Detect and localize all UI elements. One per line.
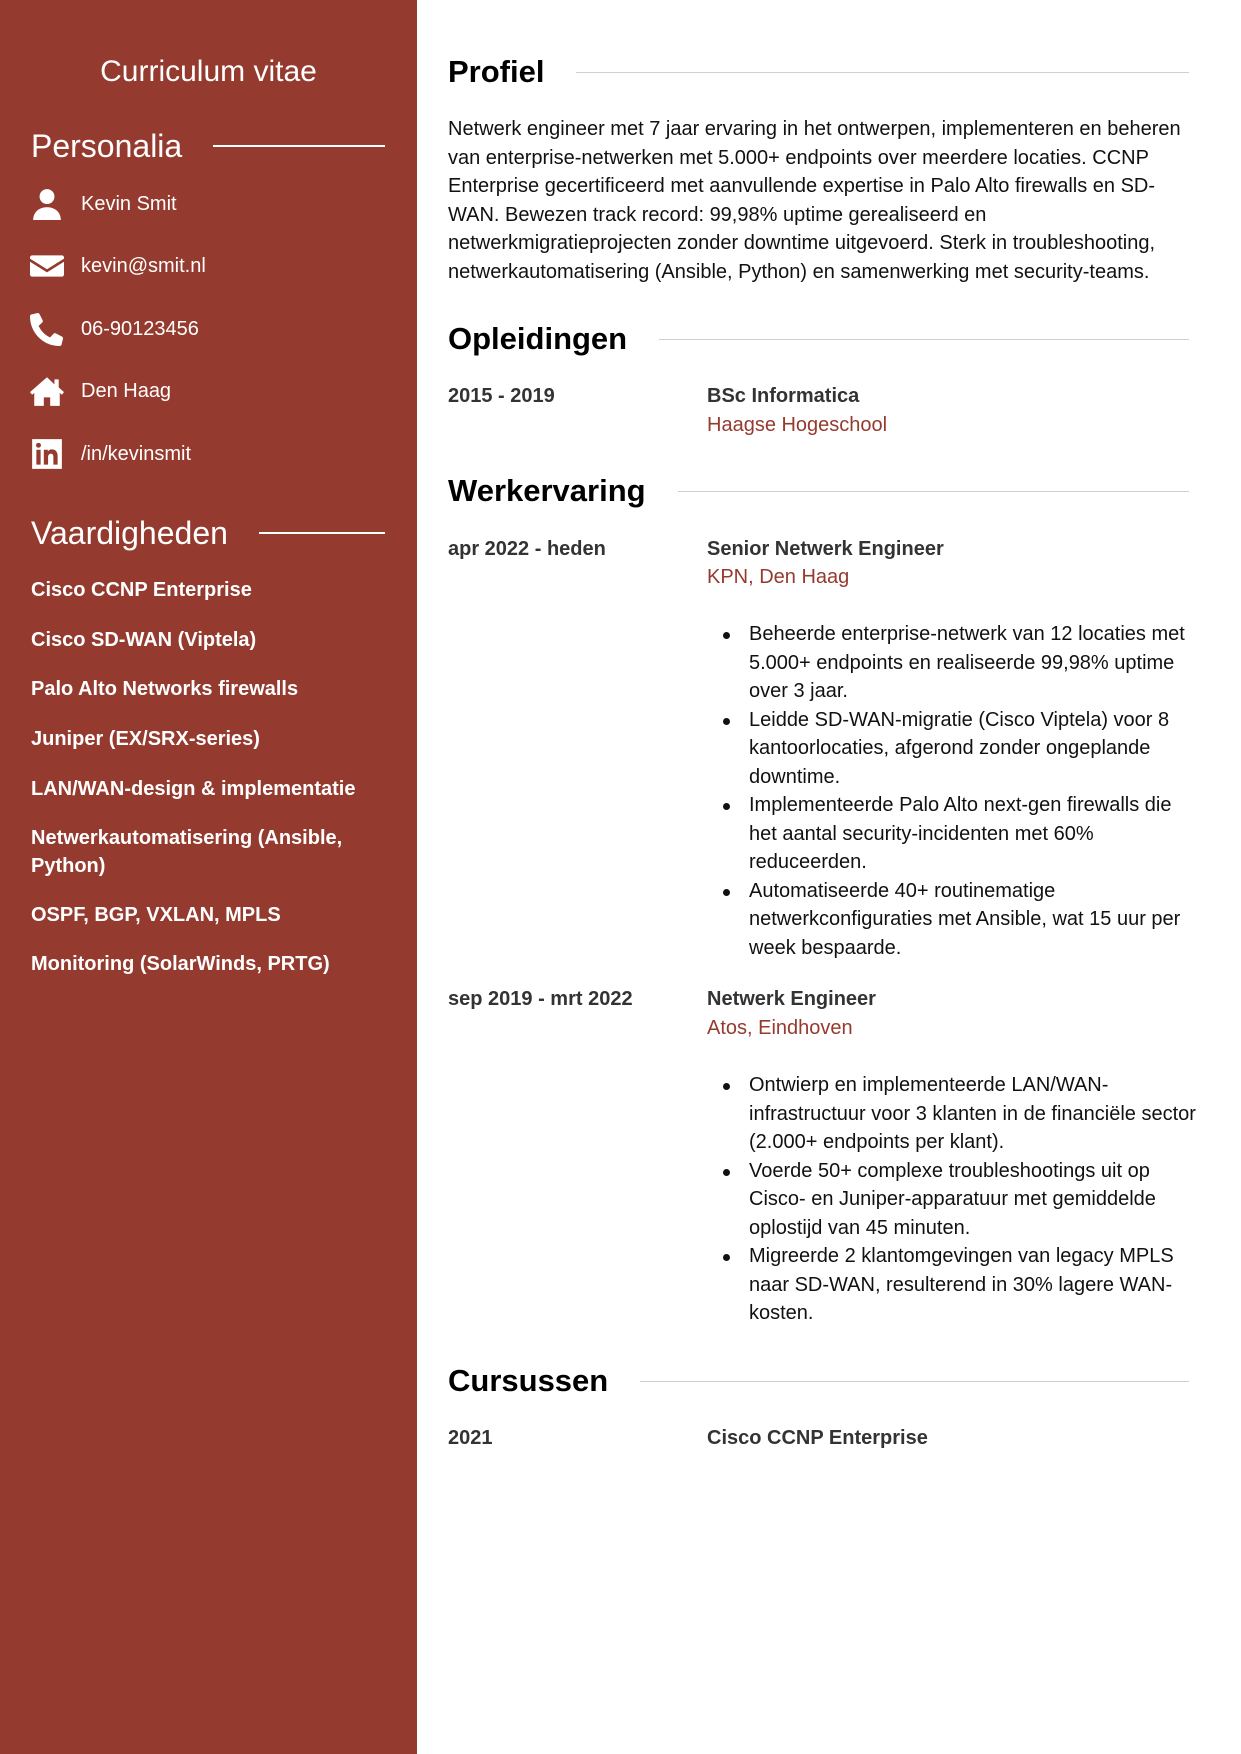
contact-phone [29, 309, 199, 349]
courses-heading-label: Cursussen [448, 1363, 609, 1398]
education-divider [659, 339, 1189, 340]
contact-name [29, 184, 177, 224]
sidebar [0, 0, 417, 1754]
job-bullet: Beheerde enterprise-netwerk van 12 locaties met 5.000+ endpoints en realiseerde 99,98% uptime over 3 jaar. [749, 620, 1204, 706]
skill-item: Cisco CCNP Enterprise [31, 579, 252, 601]
courses-divider [640, 1381, 1189, 1382]
contact-linkedin [29, 434, 191, 474]
experience-heading-label: Werkervaring [448, 473, 646, 508]
contact-phone-text: 06-90123456 [81, 318, 199, 340]
course-year: 2021 [448, 1427, 493, 1449]
skill-item: Monitoring (SolarWinds, PRTG) [31, 953, 330, 975]
profile-heading [448, 52, 1189, 92]
linkedin-icon [29, 436, 65, 472]
profile-heading-label: Profiel [448, 54, 545, 89]
skill-item: Netwerkautomatisering (Ansible, Python) [31, 827, 343, 877]
job-company: Atos, Eindhoven [707, 1017, 853, 1039]
job-bullet: Voerde 50+ complexe troubleshootings uit op Cisco- en Juniper-apparatuur met gemiddelde oplostijd van 45 minuten. [749, 1157, 1204, 1243]
education-heading-label: Opleidingen [448, 321, 628, 356]
education-degree: BSc Informatica [707, 385, 860, 407]
job-bullets [749, 620, 1204, 962]
person-icon [29, 186, 65, 222]
personalia-heading [31, 126, 385, 166]
experience-heading [448, 471, 1189, 511]
home-icon [29, 373, 65, 409]
courses-heading [448, 1361, 1189, 1401]
contact-location-text: Den Haag [81, 380, 172, 402]
personalia-divider [213, 145, 385, 147]
education-heading [448, 319, 1189, 359]
main-content [417, 0, 1241, 1754]
skill-item: Palo Alto Networks firewalls [31, 678, 299, 700]
job-bullet: Automatiseerde 40+ routinematige netwerkconfiguraties met Ansible, wat 15 uur per week bespaarde. [749, 877, 1204, 963]
experience-divider [678, 491, 1189, 492]
personalia-heading-label: Personalia [31, 128, 183, 164]
contact-linkedin-text[interactable]: /in/kevinsmit [81, 443, 192, 465]
skill-item: Cisco SD-WAN (Viptela) [31, 629, 257, 651]
job-period: sep 2019 - mrt 2022 [448, 988, 633, 1010]
contact-email-text[interactable]: kevin@smit.nl [81, 255, 206, 277]
contact-location [29, 371, 171, 411]
envelope-icon [29, 248, 65, 284]
education-school: Haagse Hogeschool [707, 414, 888, 436]
job-bullet: Implementeerde Palo Alto next-gen firewalls die het aantal security-incidenten met 60% reduceerden. [749, 791, 1204, 877]
job-period: apr 2022 - heden [448, 538, 606, 560]
skills-heading [31, 513, 385, 553]
skill-item: OSPF, BGP, VXLAN, MPLS [31, 904, 281, 926]
course-name: Cisco CCNP Enterprise [707, 1427, 928, 1449]
job-role: Netwerk Engineer [707, 988, 876, 1010]
skill-item: Juniper (EX/SRX-series) [31, 728, 260, 750]
job-role: Senior Netwerk Engineer [707, 538, 944, 560]
contact-email [29, 246, 206, 286]
job-company: KPN, Den Haag [707, 566, 850, 588]
profile-divider [576, 72, 1189, 73]
job-bullet: Leidde SD-WAN-migratie (Cisco Viptela) voor 8 kantoorlocaties, afgerond zonder ongeplande downtime. [749, 706, 1204, 792]
job-bullets [749, 1071, 1204, 1328]
profile-text: Netwerk engineer met 7 jaar ervaring in het ontwerpen, implementeren en beheren van enterprise-netwerken met 5.000+ endpoints over meerdere locaties. CCNP Enterprise gecertificeerd met aanvullende expertise in Palo Alto firewalls en SD-WAN. Bewezen track record: 99,98% uptime gerealiseerd en netwerkmigratieprojecten zonder downtime uitgevoerd. Sterk in troubleshooting, netwerkautomatisering (Ansible, Python) en samenwerking met security-teams. [448, 118, 1181, 283]
phone-icon [29, 311, 65, 347]
skills-heading-label: Vaardigheden [31, 515, 228, 551]
job-bullet: Migreerde 2 klantomgevingen van legacy MPLS naar SD-WAN, resulterend in 30% lagere WAN-kosten. [749, 1242, 1204, 1328]
cv-title: Curriculum vitae [100, 55, 317, 88]
contact-name-text: Kevin Smit [81, 193, 177, 215]
education-period: 2015 - 2019 [448, 385, 555, 407]
job-bullet: Ontwierp en implementeerde LAN/WAN-infrastructuur voor 3 klanten in de financiële sector (2.000+ endpoints per klant). [749, 1071, 1204, 1157]
skill-item: LAN/WAN-design & implementatie [31, 778, 356, 800]
skills-divider [259, 532, 385, 534]
